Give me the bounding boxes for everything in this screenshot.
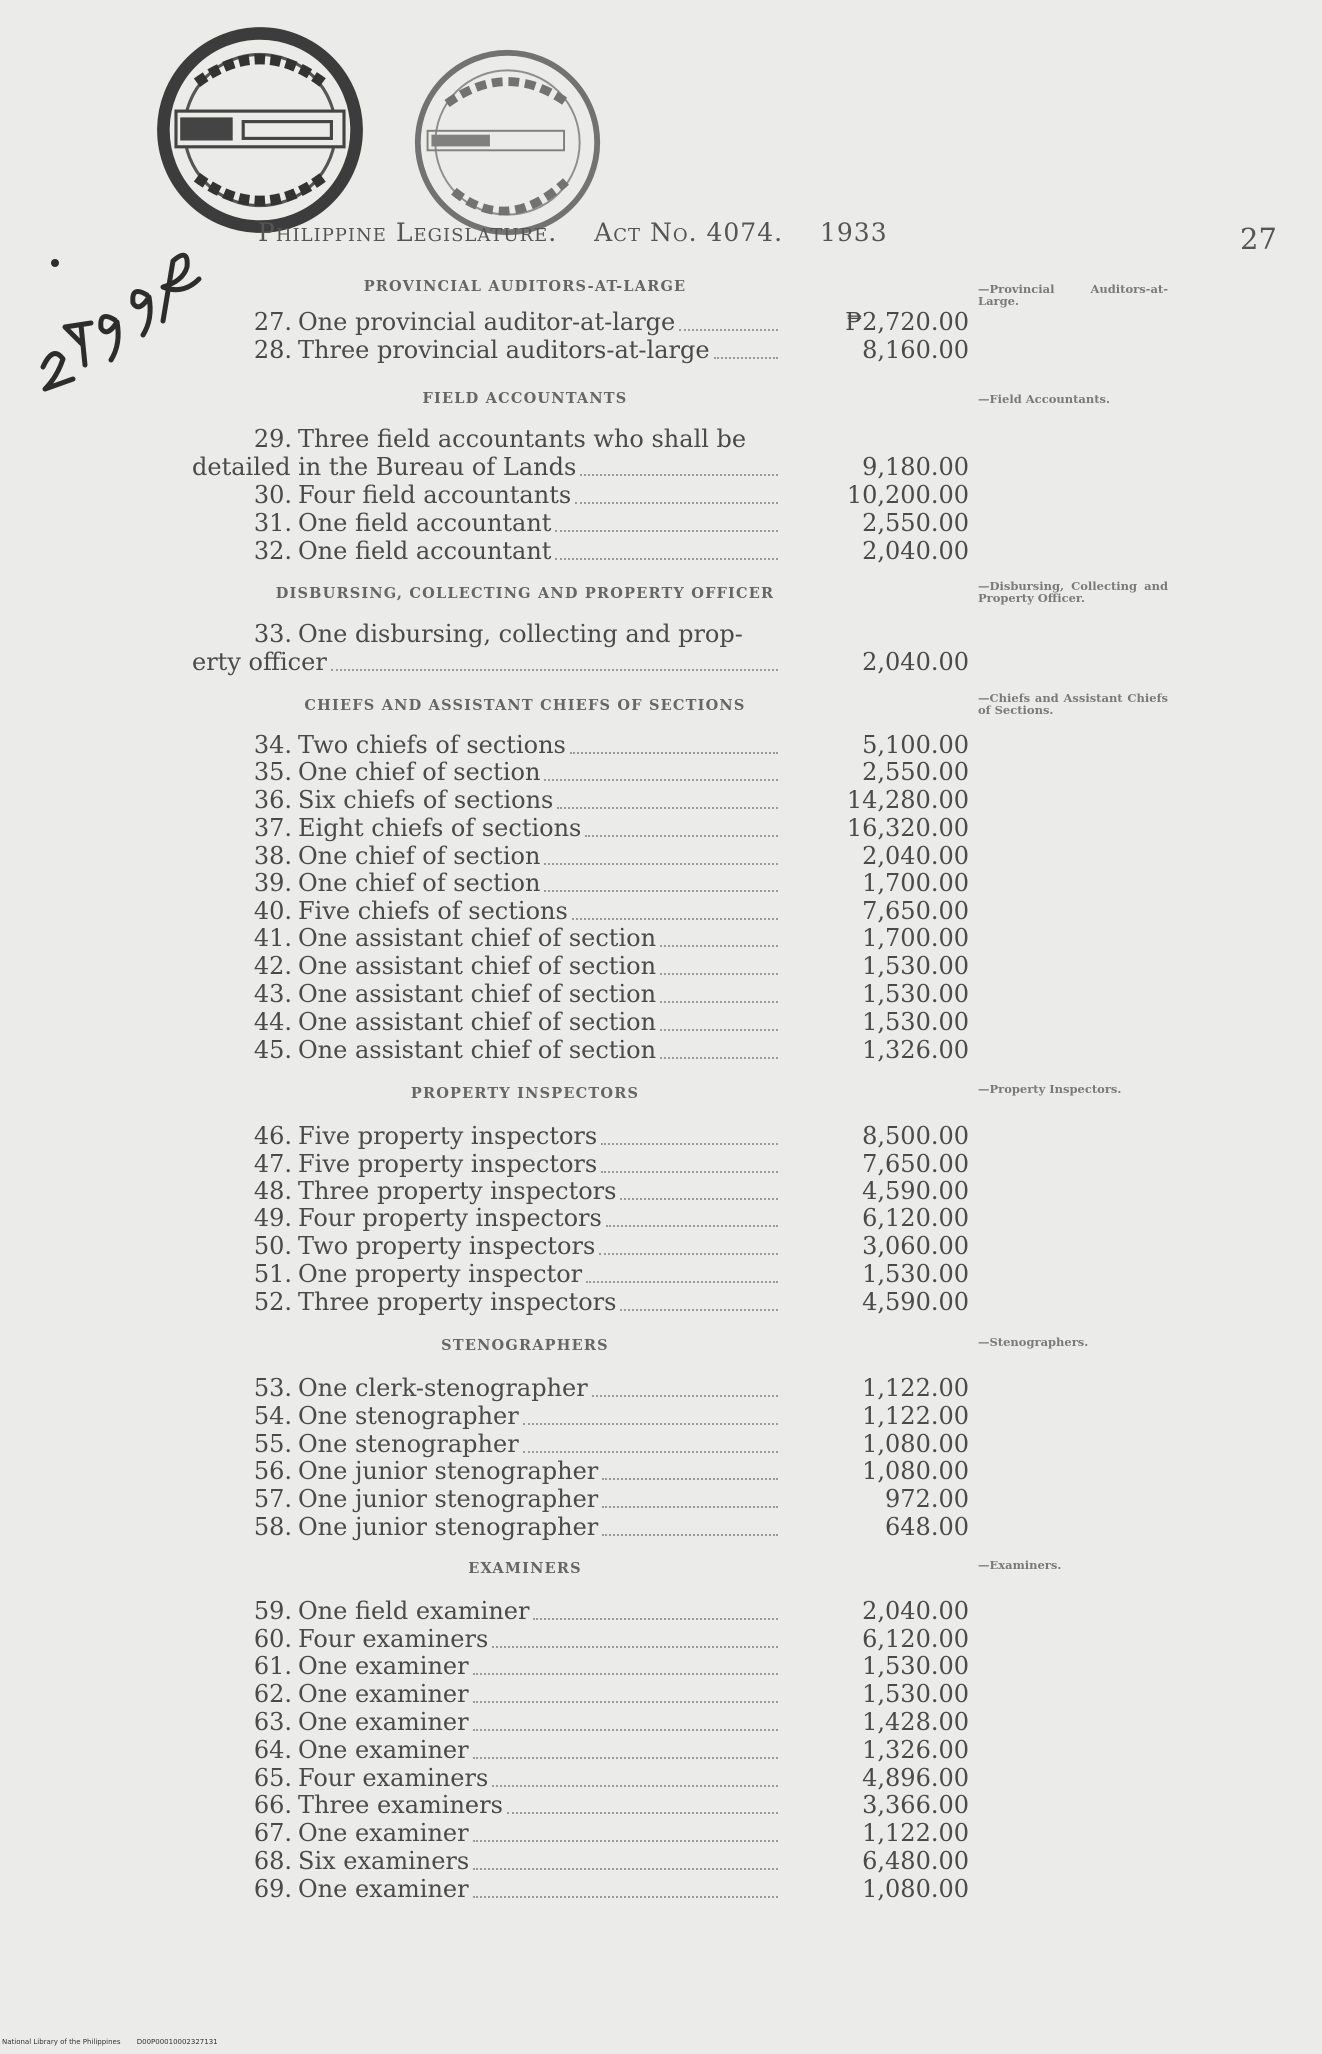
line-item bbox=[240, 842, 975, 870]
item-description: One assistant chief of section bbox=[298, 952, 657, 980]
leader-dots bbox=[507, 1812, 778, 1814]
item-number: 37. bbox=[253, 814, 292, 842]
item-description: One examiner bbox=[298, 1736, 469, 1764]
leader-dots bbox=[473, 1701, 778, 1703]
item-description: Five property inspectors bbox=[298, 1150, 598, 1178]
item-description: Five chiefs of sections bbox=[298, 897, 568, 925]
item-number: 31. bbox=[253, 509, 292, 537]
item-number: 30. bbox=[253, 481, 292, 509]
item-number: 51. bbox=[253, 1260, 292, 1288]
item-description: Three provincial auditors-at-large bbox=[298, 336, 710, 364]
item-description: One stenographer bbox=[298, 1402, 519, 1430]
item-number: 53. bbox=[253, 1374, 292, 1402]
item-number: 61. bbox=[253, 1652, 292, 1680]
line-item bbox=[240, 1875, 975, 1903]
line-item bbox=[240, 308, 975, 336]
item-amount: 6,120.00 bbox=[862, 1625, 969, 1653]
item-number: 34. bbox=[253, 731, 292, 759]
item-number: 64. bbox=[253, 1736, 292, 1764]
item-number: 40. bbox=[253, 897, 292, 925]
item-number: 39. bbox=[253, 869, 292, 897]
leader-dots bbox=[473, 1729, 778, 1731]
item-amount: 1,122.00 bbox=[862, 1819, 969, 1847]
page-number: 27 bbox=[1240, 222, 1277, 256]
item-description: One chief of section bbox=[298, 869, 541, 897]
handwritten-catalog-mark bbox=[35, 225, 205, 405]
item-amount: 9,180.00 bbox=[862, 453, 969, 481]
item-description: One field examiner bbox=[298, 1597, 530, 1625]
line-item bbox=[240, 336, 975, 364]
item-amount: 16,320.00 bbox=[846, 814, 969, 842]
leader-dots bbox=[473, 1840, 778, 1842]
item-amount: 1,530.00 bbox=[862, 1680, 969, 1708]
line-item bbox=[240, 1374, 975, 1402]
margin-note: —Disbursing, Collecting and Property Officer. bbox=[978, 579, 1168, 605]
item-description: One examiner bbox=[298, 1875, 469, 1903]
line-item bbox=[240, 1232, 975, 1260]
item-number: 65. bbox=[253, 1764, 292, 1792]
line-item bbox=[240, 425, 975, 453]
item-description: One chief of section bbox=[298, 758, 541, 786]
item-description: One assistant chief of section bbox=[298, 1036, 657, 1064]
item-description: One junior stenographer bbox=[298, 1513, 599, 1541]
leader-dots bbox=[533, 1618, 778, 1620]
item-number: 62. bbox=[253, 1680, 292, 1708]
item-amount: 4,590.00 bbox=[862, 1288, 969, 1316]
margin-note: —Chiefs and Assistant Chiefs of Sections. bbox=[978, 691, 1168, 717]
item-amount: 1,530.00 bbox=[862, 952, 969, 980]
item-number: 36. bbox=[253, 786, 292, 814]
item-amount: 1,326.00 bbox=[862, 1036, 969, 1064]
item-number: 35. bbox=[253, 758, 292, 786]
leader-dots bbox=[602, 1534, 778, 1536]
item-amount: 7,650.00 bbox=[862, 1150, 969, 1178]
item-description: Three property inspectors bbox=[298, 1288, 617, 1316]
item-description: One examiner bbox=[298, 1680, 469, 1708]
item-description: Four examiners bbox=[298, 1764, 489, 1792]
item-description: One property inspector bbox=[298, 1260, 583, 1288]
item-number: 52. bbox=[253, 1288, 292, 1316]
item-amount: 2,040.00 bbox=[862, 537, 969, 565]
item-amount: 5,100.00 bbox=[862, 731, 969, 759]
item-number: 58. bbox=[253, 1513, 292, 1541]
line-item bbox=[240, 1430, 975, 1458]
line-item bbox=[240, 1036, 975, 1064]
running-header bbox=[258, 218, 916, 247]
line-item bbox=[240, 1402, 975, 1430]
margin-note: —Examiners. bbox=[978, 1558, 1062, 1572]
section-title: CHIEFS AND ASSISTANT CHIEFS OF SECTIONS bbox=[304, 697, 746, 714]
item-description: One examiner bbox=[298, 1819, 469, 1847]
item-number: 69. bbox=[253, 1875, 292, 1903]
item-amount: 1,122.00 bbox=[862, 1374, 969, 1402]
section-title: FIELD ACCOUNTANTS bbox=[422, 390, 628, 407]
national-library-stamp bbox=[410, 45, 605, 240]
item-number: 32. bbox=[253, 537, 292, 565]
leader-dots bbox=[599, 1253, 778, 1255]
footer-source: National Library of the Philippines bbox=[2, 2038, 121, 2046]
item-number: 44. bbox=[253, 1008, 292, 1036]
leader-dots bbox=[580, 474, 778, 476]
item-amount: 3,060.00 bbox=[862, 1232, 969, 1260]
leader-dots bbox=[544, 779, 778, 781]
line-item bbox=[240, 952, 975, 980]
leader-dots bbox=[660, 1057, 778, 1059]
item-description: Three examiners bbox=[298, 1791, 503, 1819]
item-description: Six examiners bbox=[298, 1847, 470, 1875]
item-amount: 648.00 bbox=[885, 1513, 969, 1541]
leader-dots bbox=[601, 1143, 778, 1145]
leader-dots bbox=[523, 1451, 778, 1453]
item-number: 28. bbox=[253, 336, 292, 364]
item-amount: 1,700.00 bbox=[862, 924, 969, 952]
item-description: One junior stenographer bbox=[298, 1485, 599, 1513]
leader-dots bbox=[620, 1198, 778, 1200]
item-description-continuation: detailed in the Bureau of Lands bbox=[192, 453, 577, 481]
line-item bbox=[240, 758, 975, 786]
line-item bbox=[240, 1791, 975, 1819]
item-description: One stenographer bbox=[298, 1430, 519, 1458]
item-number: 50. bbox=[253, 1232, 292, 1260]
item-description: Three field accountants who shall be bbox=[298, 425, 747, 453]
leader-dots bbox=[473, 1896, 778, 1898]
item-amount: 2,550.00 bbox=[862, 509, 969, 537]
item-description: Three property inspectors bbox=[298, 1177, 617, 1205]
section-title: PROPERTY INSPECTORS bbox=[410, 1085, 640, 1102]
line-item bbox=[240, 1122, 975, 1150]
item-amount: 2,040.00 bbox=[862, 842, 969, 870]
leader-dots bbox=[555, 530, 778, 532]
line-item bbox=[240, 1847, 975, 1875]
leader-dots bbox=[606, 1225, 778, 1227]
item-amount: 1,530.00 bbox=[862, 980, 969, 1008]
item-number: 41. bbox=[253, 924, 292, 952]
item-number: 43. bbox=[253, 980, 292, 1008]
header-year: 1933 bbox=[820, 218, 888, 247]
item-amount: 8,500.00 bbox=[862, 1122, 969, 1150]
scan-footer bbox=[2, 2038, 232, 2046]
item-amount: 3,366.00 bbox=[862, 1791, 969, 1819]
item-number: 27. bbox=[253, 308, 292, 336]
line-item bbox=[240, 1708, 975, 1736]
item-amount: 1,326.00 bbox=[862, 1736, 969, 1764]
leader-dots bbox=[473, 1673, 778, 1675]
leader-dots bbox=[585, 835, 778, 837]
item-description: One field accountant bbox=[298, 537, 552, 565]
item-number: 67. bbox=[253, 1819, 292, 1847]
leader-dots bbox=[544, 863, 778, 865]
item-number: 45. bbox=[253, 1036, 292, 1064]
item-description: Eight chiefs of sections bbox=[298, 814, 582, 842]
item-amount: 6,480.00 bbox=[862, 1847, 969, 1875]
item-number: 38. bbox=[253, 842, 292, 870]
item-description: Six chiefs of sections bbox=[298, 786, 554, 814]
leader-dots bbox=[544, 890, 778, 892]
line-item bbox=[240, 1485, 975, 1513]
item-amount: 1,122.00 bbox=[862, 1402, 969, 1430]
item-number: 48. bbox=[253, 1177, 292, 1205]
line-item bbox=[240, 814, 975, 842]
leader-dots bbox=[575, 502, 778, 504]
leader-dots bbox=[586, 1281, 778, 1283]
leader-dots bbox=[660, 1001, 778, 1003]
leader-dots bbox=[601, 1171, 778, 1173]
leader-dots bbox=[602, 1478, 778, 1480]
item-amount: ₱2,720.00 bbox=[845, 308, 969, 336]
item-number: 29. bbox=[253, 425, 292, 453]
line-item bbox=[240, 537, 975, 565]
margin-note: —Provincial Auditors-at-Large. bbox=[978, 282, 1168, 308]
margin-note: —Field Accountants. bbox=[978, 392, 1110, 406]
item-number: 42. bbox=[253, 952, 292, 980]
leader-dots bbox=[523, 1423, 778, 1425]
section-title: STENOGRAPHERS bbox=[441, 1337, 609, 1354]
item-description: Four property inspectors bbox=[298, 1204, 602, 1232]
leader-dots bbox=[620, 1309, 778, 1311]
government-library-stamp bbox=[155, 25, 365, 235]
item-amount: 4,896.00 bbox=[862, 1764, 969, 1792]
line-item bbox=[240, 1288, 975, 1316]
item-number: 33. bbox=[253, 620, 292, 648]
line-item bbox=[240, 731, 975, 759]
section-title: PROVINCIAL AUDITORS-AT-LARGE bbox=[363, 278, 687, 295]
line-item bbox=[240, 897, 975, 925]
item-number: 66. bbox=[253, 1791, 292, 1819]
item-amount: 8,160.00 bbox=[862, 336, 969, 364]
item-number: 46. bbox=[253, 1122, 292, 1150]
item-description: One disbursing, collecting and prop- bbox=[298, 620, 743, 648]
item-amount: 1,530.00 bbox=[862, 1260, 969, 1288]
item-number: 47. bbox=[253, 1150, 292, 1178]
line-item bbox=[240, 980, 975, 1008]
item-amount: 1,080.00 bbox=[862, 1430, 969, 1458]
section-title: EXAMINERS bbox=[468, 1560, 582, 1577]
leader-dots bbox=[660, 973, 778, 975]
header-act: Act No. 4074. bbox=[594, 218, 784, 247]
leader-dots bbox=[592, 1395, 778, 1397]
margin-note: —Stenographers. bbox=[978, 1335, 1089, 1349]
line-item bbox=[240, 481, 975, 509]
item-amount: 1,530.00 bbox=[862, 1008, 969, 1036]
item-description: One chief of section bbox=[298, 842, 541, 870]
item-number: 59. bbox=[253, 1597, 292, 1625]
line-item bbox=[240, 1819, 975, 1847]
item-amount: 4,590.00 bbox=[862, 1177, 969, 1205]
item-amount: 1,080.00 bbox=[862, 1457, 969, 1485]
line-item bbox=[240, 1177, 975, 1205]
leader-dots bbox=[473, 1868, 778, 1870]
line-item bbox=[240, 1597, 975, 1625]
item-description-continuation: erty officer bbox=[192, 648, 327, 676]
line-item bbox=[240, 1764, 975, 1792]
item-description: One clerk-stenographer bbox=[298, 1374, 588, 1402]
item-description: Four field accountants bbox=[298, 481, 572, 509]
item-description: Two property inspectors bbox=[298, 1232, 596, 1260]
leader-dots bbox=[557, 807, 778, 809]
item-amount: 1,530.00 bbox=[862, 1652, 969, 1680]
line-item bbox=[240, 1008, 975, 1036]
item-number: 54. bbox=[253, 1402, 292, 1430]
line-item bbox=[240, 620, 975, 648]
item-number: 60. bbox=[253, 1625, 292, 1653]
item-number: 49. bbox=[253, 1204, 292, 1232]
leader-dots bbox=[660, 945, 778, 947]
line-item bbox=[240, 1625, 975, 1653]
line-item bbox=[240, 1680, 975, 1708]
line-item bbox=[240, 1204, 975, 1232]
leader-dots bbox=[555, 558, 778, 560]
leader-dots bbox=[331, 669, 778, 671]
item-description: One junior stenographer bbox=[298, 1457, 599, 1485]
item-amount: 2,040.00 bbox=[862, 1597, 969, 1625]
item-amount: 2,040.00 bbox=[862, 648, 969, 676]
item-description: Two chiefs of sections bbox=[298, 731, 566, 759]
leader-dots bbox=[473, 1757, 778, 1759]
item-description: One assistant chief of section bbox=[298, 1008, 657, 1036]
leader-dots bbox=[602, 1506, 778, 1508]
item-description: Four examiners bbox=[298, 1625, 489, 1653]
footer-id: D00P00010002327131 bbox=[136, 2038, 218, 2046]
line-item bbox=[240, 786, 975, 814]
line-item-continuation bbox=[192, 648, 975, 676]
item-amount: 14,280.00 bbox=[846, 786, 969, 814]
item-amount: 10,200.00 bbox=[846, 481, 969, 509]
item-description: One provincial auditor-at-large bbox=[298, 308, 676, 336]
item-amount: 7,650.00 bbox=[862, 897, 969, 925]
item-description: One examiner bbox=[298, 1708, 469, 1736]
item-amount: 2,550.00 bbox=[862, 758, 969, 786]
item-amount: 1,080.00 bbox=[862, 1875, 969, 1903]
line-item bbox=[240, 1260, 975, 1288]
line-item bbox=[240, 1652, 975, 1680]
line-item bbox=[240, 869, 975, 897]
item-amount: 972.00 bbox=[885, 1485, 969, 1513]
line-item bbox=[240, 1150, 975, 1178]
leader-dots bbox=[679, 329, 778, 331]
line-item bbox=[240, 1457, 975, 1485]
line-item bbox=[240, 509, 975, 537]
leader-dots bbox=[492, 1785, 778, 1787]
item-number: 63. bbox=[253, 1708, 292, 1736]
margin-note: —Property Inspectors. bbox=[978, 1082, 1122, 1096]
item-description: One field accountant bbox=[298, 509, 552, 537]
item-number: 55. bbox=[253, 1430, 292, 1458]
item-number: 57. bbox=[253, 1485, 292, 1513]
leader-dots bbox=[570, 752, 778, 754]
line-item bbox=[240, 924, 975, 952]
item-description: One assistant chief of section bbox=[298, 924, 657, 952]
item-amount: 1,700.00 bbox=[862, 869, 969, 897]
leader-dots bbox=[714, 357, 778, 359]
header-title: Philippine Legislature. bbox=[258, 218, 558, 247]
item-amount: 1,428.00 bbox=[862, 1708, 969, 1736]
leader-dots bbox=[492, 1646, 778, 1648]
section-title: DISBURSING, COLLECTING AND PROPERTY OFFICER bbox=[275, 585, 775, 602]
line-item bbox=[240, 1513, 975, 1541]
leader-dots bbox=[660, 1029, 778, 1031]
item-description: Five property inspectors bbox=[298, 1122, 598, 1150]
item-description: One assistant chief of section bbox=[298, 980, 657, 1008]
line-item bbox=[240, 1736, 975, 1764]
line-item-continuation bbox=[192, 453, 975, 481]
leader-dots bbox=[572, 918, 778, 920]
item-number: 68. bbox=[253, 1847, 292, 1875]
item-number: 56. bbox=[253, 1457, 292, 1485]
item-description: One examiner bbox=[298, 1652, 469, 1680]
item-amount: 6,120.00 bbox=[862, 1204, 969, 1232]
